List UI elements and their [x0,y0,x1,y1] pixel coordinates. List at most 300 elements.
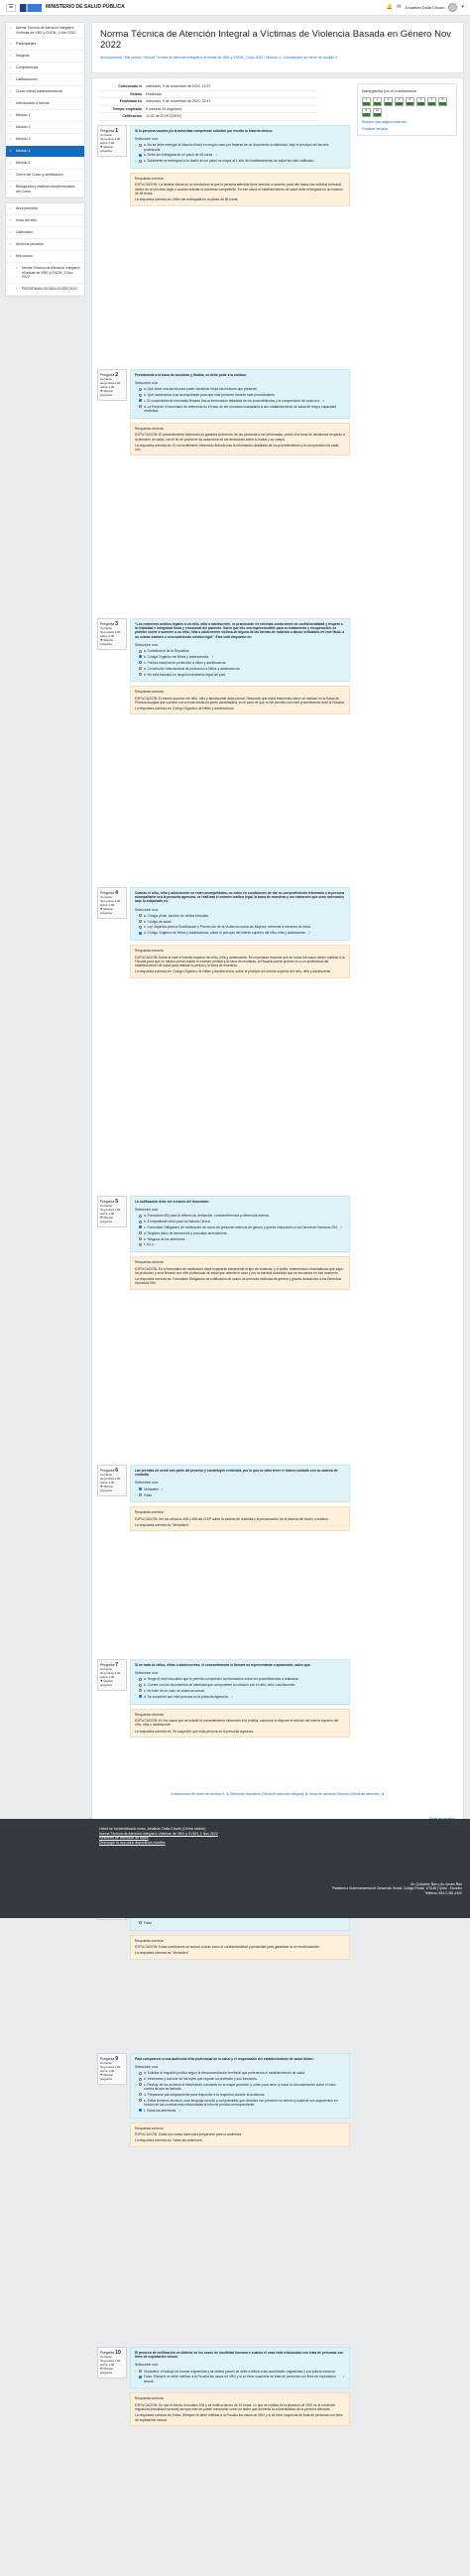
summary-value: 9 minutos 34 segundos [144,105,318,113]
summary-row [100,113,318,121]
feedback-explanation: EXPLICACIÓN: La historia clínica es un documento al que la persona atendida tiene derecho a acceder, para ello basta una solicitud personal, dentro de un proceso legal o cuando solicitar la autoridad competente. En ese casos el establecimiento de salud debe entregarla en un máximo de 48 horas. [135,183,343,196]
messages-icon[interactable]: ✉ [397,4,402,11]
question-label: Pregunta [100,372,115,377]
breadcrumb-item[interactable]: Norma Técnica de Atención Integral a Víctimas de VBG y GVDN_1 Nov 2022 [144,55,264,60]
page-header [91,22,464,73]
footer-course-link[interactable]: Norma Técnica de Atención Integral a Víctimas de VBG y GVDN_1 Nov 2022 [99,1831,218,1836]
answer-option [139,931,345,936]
folder-icon: ▪ [10,137,12,142]
question-status: Correcta [100,2355,112,2360]
chevron-down-icon[interactable]: ▾ [461,4,464,11]
answer-prompt: Seleccione una: [135,2065,159,2070]
flag-question-button[interactable] [100,390,124,398]
flag-icon: ⚑ [100,637,104,642]
question-stem: Si la persona usuaria y/o la autoridad competente solicitan por escrito la historia clínica: [135,128,273,133]
radio-button [139,2078,142,2081]
flag-icon: ⚑ [100,1483,104,1488]
feedback-box [130,2123,350,2147]
sidebar-item[interactable] [6,203,84,215]
radio-button [139,2072,142,2075]
question-nav-number: 10 [375,108,380,113]
question-nav-button[interactable] [384,97,393,106]
summary-value: miércoles, 9 de noviembre de 2022, 13:37 [144,83,318,90]
question-nav-button[interactable] [438,97,447,106]
radio-button [139,655,142,658]
site-nav [5,202,85,297]
feedback-explanation: EXPLICACIÓN: Se usa el mismo formulario 094 y se notifica dentro de 24 horas. Lo que se notifica es la situación de VBG no la condición migratoria (movilidad humana) aunque este se puede mencionar como un factor que aumenta la vulnerabilidad de la persona afectada. [135,2402,336,2411]
feedback-status: Respuesta correcta [135,949,164,954]
answer-option-text: e. No está indicado en ningún instrumento legal del país. [144,672,227,677]
check-icon: ✓ [339,1224,343,1229]
feedback-status: Respuesta correcta [135,690,164,695]
answer-option [139,667,345,671]
question-score: Se puntúa 1,00 sobre 1,00 [100,630,121,639]
question-info [97,618,127,650]
question-status: Correcta [100,2061,112,2066]
question [97,125,350,363]
sidebar-item-label: Participantes [16,42,37,47]
question-nav-button[interactable] [362,108,371,117]
answer-option-text: c. El consentimiento informado firmado tras la información detallada de los procedimientos y la comprensión de cada uno. [144,398,320,403]
attempt-summary [100,83,318,121]
graduation-cap-icon: ▪ [16,286,18,291]
answer-option [139,1487,345,1492]
answer-option [139,2099,345,2108]
question-info [97,887,127,919]
radio-button [139,932,142,935]
sidebar-item-label: Curso virtual autoinstruccional [16,89,62,94]
breadcrumb-separator: / [122,55,124,60]
correct-indicator [417,102,424,105]
answer-option-text: a. No se debe entregar la historia clínica en ningún caso por tratarse de un documento confidencial, bajo el principio del secreto profesional. [144,143,329,152]
breadcrumb-item[interactable]: Módulo 4 [266,55,281,60]
feedback-explanation: EXPLICACIÓN: Estas son cosas clave para prepararse para la audiencia. [135,2132,242,2137]
flag-icon: ⚑ [100,1678,104,1683]
radio-button [139,1237,142,1240]
feedback-status: Respuesta correcta [135,2396,164,2401]
answer-prompt: Seleccione una: [135,907,159,912]
question-label: Pregunta [100,1662,115,1667]
question-text-box [130,2053,350,2119]
question-score: Se puntúa 1,00 sobre 1,00 [100,1477,121,1485]
radio-button [139,1921,142,1924]
answer-option-text: c. Revisar de los archivos la información constante en la mayor precisión y orden para tener a mano la documentación sobre el caso cuenta de que se llamado. [144,2082,336,2092]
answer-prompt: Seleccione una: [135,1481,159,1485]
correct-answer: La respuesta correcta es: Formulario Obligatorio de notificación de casos de presunta violencia de género y graves violaciones a los Derechos Humanos 094. [135,1277,342,1286]
answer-option [139,914,345,918]
check-icon: ✓ [342,2375,345,2380]
answer-option [139,1493,345,1497]
radio-button [139,2376,142,2379]
feedback-status: Respuesta correcta [135,2125,164,2130]
sidebar-item-label: Mis cursos [16,254,33,259]
flag-question-button[interactable] [100,1485,124,1493]
answer-option-text: e. Evitar términos técnicos, usar lenguaje sencillo y comprensible que describa con precisión su criterio y sustente sus argumentos en función de las conclusiones relacionadas al informe pericial correspondiente. [144,2098,338,2107]
summary-key: Calificación [100,113,144,121]
radio-button [139,2099,142,2102]
sidebar-item-label: Archivos privados [16,242,44,247]
sidebar-item[interactable] [6,239,84,251]
question [97,618,350,881]
sidebar-item-label: Insignias [16,54,30,59]
sidebar [5,22,85,301]
sidebar-item[interactable] [6,170,84,182]
answer-option [139,1695,345,1700]
sidebar-item[interactable] [6,110,84,122]
flag-question-button[interactable] [100,908,124,916]
question-nav-number: 2 [376,97,379,102]
feedback-explanation: EXPLICACIÓN: En el formulario de notificación debe explicarse claramente el tipo de violencia, y el delito, enfermedad o traumatismo que vaya ha producido y será firmado con el/la profesional de salud que atendió el caso y por la máxima autoridad que se encuentra en ese momento. [135,1266,343,1275]
radio-button [139,388,142,391]
question-body [130,2053,350,2341]
phone: Teléfono: 593-2-381-4400 [424,1890,462,1895]
question-status: Correcta [100,1204,112,1209]
question-nav-button[interactable] [395,97,404,106]
question-number-value: 4 [115,889,118,896]
question-body [130,1465,350,1653]
folder-icon: ▪ [10,185,12,190]
graduation-cap-icon: ▪ [10,254,12,259]
flag-icon: ⚑ [100,144,104,149]
question-stem: Las prendas de vestir son parte del proceso y constituyen evidencia, por lo que se debe tener el mismo cuidado con su cadena de custodia. [135,1468,338,1478]
check-icon: ✓ [321,398,325,403]
data-retention-link[interactable]: Resumen de retención de datos [99,1836,149,1841]
flag-question-button[interactable] [100,2074,124,2082]
sidebar-item-label: Norma Técnica de Atención Integral a Víctimas de VBG y GVDN_1 Nov 2022 [22,266,80,280]
sidebar-item-label: Competencias [16,65,39,70]
folder-icon: ▪ [10,125,12,130]
flag-label: Marcar pregunta [100,1483,113,1492]
question-label: Pregunta [100,1468,115,1473]
folder-icon: ▪ [10,101,12,106]
question-text-box [130,1659,350,1705]
breadcrumb-separator: / [281,55,283,60]
flag-question-button[interactable] [100,639,124,647]
radio-button [139,1243,142,1246]
question-number-value: 6 [115,1467,118,1474]
radio-button [139,1493,142,1496]
question-score: Se puntúa 1,00 sobre 1,00 [100,137,121,146]
correct-answer: La respuesta correcta es: Debe ser entregada en un plazo de 48 horas. [135,197,239,202]
sidebar-item-label: Área personal [16,206,38,211]
answer-option-text: c. Formulario Obligatorio de notificación de casos de presunta violencia de género y graves violaciones a los Derechos Humanos 094. [144,1224,338,1229]
folder-icon: ▪ [10,89,12,94]
page-footer [0,1819,470,1918]
answer-option-text: a. Que tome una ducha para poder identificar mejor las lesiones que presente. [144,387,258,392]
avatar[interactable] [448,3,457,12]
question-nav-button[interactable] [362,97,371,106]
site-brand[interactable]: MINISTERIO DE SALUD PÚBLICA [46,4,125,11]
check-icon: ▪ [10,65,12,70]
question-text-box [130,2347,350,2389]
radio-button [139,1678,142,1681]
correct-indicator [385,102,392,105]
sidebar-item[interactable] [6,182,84,197]
feedback-status: Respuesta correcta [135,1712,164,1717]
feedback-status: Respuesta correcta [135,1938,164,1943]
flag-question-button[interactable] [100,2368,124,2376]
home-icon: ▪ [10,206,12,211]
radio-button [139,154,142,157]
question-text-box [130,125,350,169]
radio-button [139,661,142,664]
answer-option-text: d. Código Orgánico de Niñez y Adolescencia, sobre el principio del interés superior del niño, niña y adolescente. [144,931,306,936]
summary-key: Finalizado en [100,98,144,106]
flag-label: Marcar pregunta [100,2366,113,2375]
answer-option-text: b. Código Orgánico de Niñez y adolescencia. [144,654,209,659]
answer-option-text: Falso [144,1920,153,1925]
flag-label: Marcar pregunta [100,2072,113,2081]
flag-icon: ⚑ [100,1215,104,1220]
answer-option [139,387,345,391]
answer-prompt: Seleccione una: [135,1208,159,1213]
answer-option-text: c. Solamente se entregará a su dueño en un plazo no mayor al 1 año del establecimiento de salud fue sido notificado. [144,159,315,164]
flag-label: Marcar pregunta [100,906,113,915]
page-title: Norma Técnica de Atención Integral a Víctimas de Violencia Basada en Género Nov 2022 [100,29,451,52]
question-body [130,369,350,612]
answer-option-text: f. a y c. [144,1242,155,1247]
question-score: Se puntúa 1,00 sobre 1,00 [100,2065,121,2074]
question-stem: Previamente a la toma de muestras y fluidos, se debe pedir a la víctima: [135,372,247,377]
sidebar-item[interactable] [6,284,84,296]
question-status: Correcta [100,377,112,382]
sidebar-item[interactable] [6,122,84,134]
summary-row [100,98,318,106]
answer-option [139,159,345,163]
answer-option-text: Verdadero: el trabajo de formas migratorias y de delitos graves se debe notificar a las autoridades migratorias y a la policía nacional. [144,2369,336,2374]
sidebar-item[interactable] [6,51,84,63]
breadcrumb-item[interactable]: Mis cursos [124,55,142,60]
check-icon: ✓ [230,1694,234,1699]
sidebar-item[interactable] [6,134,84,146]
answer-option [139,673,345,677]
answer-option [139,399,345,404]
flag-question-button[interactable] [100,146,124,154]
breadcrumb-separator: / [142,55,144,60]
question-info [97,1659,127,1691]
summary-row [100,105,318,113]
answer-option [139,661,345,665]
sidebar-item-label: Cierre del Curso y certificación [16,173,63,178]
answer-option [139,2370,345,2374]
feedback-explanation: EXPLICACIÓN: El consentimiento informado es garantía al derecho de las personas a ser informadas, previo a la toma de decisiones respecto a la atención de salud, con el fin de promover su autonomía en las decisiones sobre su salud y su cuerpo. [135,433,345,442]
answer-option-text: a. Formulario 053 para la referencia, derivación, contrarreferencia y referencia inversa. [144,1214,270,1219]
correct-indicator [439,102,446,105]
question-number-value: 2 [115,371,118,378]
mobile-app-link[interactable]: Descargar la app para dispositivos móviles [99,1840,166,1845]
question-nav-button[interactable] [373,97,382,106]
correct-indicator [363,102,370,105]
feedback-box [130,686,350,714]
correct-indicator [428,102,435,105]
question-body [130,2347,350,2570]
answer-option [139,925,345,929]
question [97,2053,350,2341]
finish-review-nav-link[interactable]: Finalizar revisión [362,126,389,131]
sidebar-item[interactable] [6,215,84,227]
sidebar-item-label: PROGRAMA DE INDUCCIÓN 2019 [22,286,77,291]
check-icon: ✓ [307,931,311,936]
answer-option [139,1689,345,1693]
question-number-value: 5 [115,1198,118,1205]
flag-label: Marcar pregunta [100,144,113,153]
question-nav-button[interactable] [373,108,382,117]
sidebar-item[interactable] [6,263,84,284]
question-score: Se puntúa 1,00 sobre 1,00 [100,1671,121,1680]
feedback-status: Respuesta correcta [135,1260,164,1265]
feedback-explanation: EXPLICACIÓN: Estas condiciones se suman a otras como la confidencialidad y privacidad para garantizar la no revictimización. [135,1944,320,1949]
answer-option-text: a. Tenga el nivel educativo que le permita comprender la información sobre los procedimientos a realizarse. [144,1677,299,1682]
feedback-status: Respuesta correcta [135,1510,164,1515]
home-icon: ▪ [10,218,12,223]
sidebar-item-label: Módulo 5 [16,161,31,166]
radio-button [139,673,142,676]
sidebar-item[interactable] [6,158,84,170]
question [97,1465,350,1653]
question-info [97,2053,127,2085]
sidebar-item-label: Módulo 1 [16,113,31,118]
breadcrumb-item[interactable]: Área personal [100,55,122,60]
correct-answer: La respuesta correcta es: Código Orgánico de Niñez y Adolescencia, sobre el principio del interés superior del niño, niña y adolescente. [135,969,332,974]
feedback-box [130,1256,350,1289]
answer-option [139,1237,345,1241]
summary-key: Estado [100,90,144,98]
question-score: Se puntúa 1,00 sobre 1,00 [100,899,121,908]
sidebar-item[interactable] [6,146,84,158]
menu-toggle-icon[interactable]: ☰ [6,4,16,12]
question-status: Correcta [100,895,112,900]
radio-button [139,1695,142,1698]
radio-button [139,405,142,408]
sidebar-item[interactable] [6,23,84,39]
answer-option [139,393,345,397]
radio-button [139,2083,142,2086]
answer-option-text: a. Código penal, sección de delitos sexuales. [144,913,209,918]
sidebar-item[interactable] [6,227,84,239]
answer-option [139,2077,345,2081]
sidebar-item-label: Norma Técnica de Atención Integral a Víctimas de VBG y GVDN_1 Nov 2022 [16,26,76,35]
question-number-value: 1 [115,127,118,134]
answer-option [139,2093,345,2097]
check-icon: ✓ [161,1486,165,1491]
question-body [130,887,350,1190]
radio-button [139,1684,142,1687]
sidebar-item[interactable] [6,63,84,74]
feedback-box [130,1506,350,1531]
answer-option [139,1225,345,1230]
sidebar-item[interactable] [6,98,84,110]
feedback-box [130,2392,350,2425]
question-stem: El proceso de notificación es distinto en los casos de movilidad humana o cuando el caso está relacionado con trata de personas con fines de explotación sexual. [135,2350,344,2360]
answer-option-text: a. Solicitar al respaldo jurídico según la desconcentración territorial que pertenezca el establecimiento de salud. [144,2071,306,2076]
correct-indicator [374,102,381,105]
answer-option-text: d. Se sospeche que esta persona es la presunta agresora. [144,1694,229,1699]
question-number-value: 7 [115,1661,118,1668]
radio-button [139,914,142,917]
quiz-nav-title: Navegación por el cuestionario [362,88,416,93]
breadcrumb-item[interactable]: Cuestionario de cierre de módulo 4 [283,55,338,60]
feedback-box [130,423,350,455]
question-nav-button[interactable] [416,97,425,106]
answer-option-text: d. La firma en el formulario de referencia en el caso de ser necesario trasladarla a otro establecimiento de salud de mayor capacidad resolutiva. [144,404,337,414]
feedback-explanation: EXPLICACIÓN: En los casos que se solicite el consentimiento informado a la víctima, conforme lo dispone el artículo del interés superior del niño, niña o adolescente. [135,1718,339,1728]
question-nav-button[interactable] [406,97,414,106]
question-text-box [130,887,350,942]
summary-row [100,90,318,98]
feedback-box [130,1709,350,1738]
answer-option [139,1683,345,1687]
answer-option-text: f. Todas las anteriores. [144,2108,177,2113]
feedback-status: Respuesta correcta [135,426,164,431]
question [97,1196,350,1459]
question-nav-button[interactable] [427,97,436,106]
address-line-1: Av. Quitumbe Ñan y Av. Amaru Ñan [411,1882,462,1886]
flag-question-button[interactable] [100,1217,124,1224]
answer-prompt: Seleccione una: [135,1671,159,1676]
question-info [97,369,127,401]
answer-option-text: a. Constitución de la República. [144,649,190,654]
sidebar-item[interactable] [6,86,84,98]
question [97,887,350,1190]
activity-navigation[interactable]: Cuestionario de cierre de módulo 4 ◄ Derechos Humanos (Tema de atención integral) ◄ Tema de atención Sección (Tema de atención) ► [171,1792,385,1796]
answer-option-text: e. Ninguna de las anteriores. [144,1236,186,1241]
flag-label: Marcar pregunta [100,1215,113,1224]
folder-icon: ▪ [10,161,12,166]
answer-option-text: d. Convención Internacional de protección a Niñez y adolescencia. [144,666,241,671]
answer-option-text: b. Que nombramos a su acompañante para que esté presente durante este procedimiento. [144,393,276,398]
flag-label: Marcar pregunta [100,1678,113,1687]
show-one-page-link[interactable]: Mostrar una página cada vez [362,120,408,125]
answer-option [139,1921,345,1925]
radio-button [139,1231,142,1234]
sidebar-item[interactable] [6,251,84,263]
sidebar-item[interactable] [6,74,84,86]
question-stem: Para comparecer a una audiencia el/la profesional de la salud y el responsable del establecimiento de salud deben: [135,2056,314,2061]
radio-button [139,394,142,397]
sidebar-item[interactable] [6,39,84,51]
sidebar-item-label: Introducción a Norma [16,101,50,106]
feedback-box [130,1935,350,1960]
answer-option [139,649,345,653]
answer-option [139,1214,345,1218]
question-text-box [130,618,350,683]
folder-icon: ▪ [10,173,12,178]
question-nav-number: 1 [365,97,368,102]
flag-question-button[interactable] [100,1680,124,1688]
question-label: Pregunta [100,128,115,133]
msp-logo [20,4,42,12]
question-text-box [130,369,350,419]
correct-answer: La respuesta correcta es: Falso: Siempre se debe notificar a la Fiscalía los casos de VBG y si se tiene sospecha de trata de personas con fines de explotación sexual. [135,2413,343,2422]
question-nav-number: 6 [419,97,422,102]
feedback-explanation: EXPLICACIÓN: Ver los artículos 456 y 458 del COIP sobre la cadena de custodia y la preservación de la escena del hecho o indicios. [135,1516,329,1521]
correct-answer: La respuesta correcta es "Verdadero" [135,1522,189,1527]
radio-button [139,1487,142,1490]
feedback-box [130,945,350,977]
question-number-value: 9 [115,2055,118,2062]
badge-icon: ▪ [10,54,12,59]
course-nav [5,22,85,198]
answer-option-text: b. Cuente con los documentos de identidad que comprueben su relación con el niño, niña o adolescente. [144,1683,296,1688]
summary-row [100,83,318,90]
question-text-box [130,1196,350,1253]
notifications-icon[interactable]: 🔔 [386,4,394,11]
calendar-icon: ▪ [10,230,12,235]
correct-answer: La respuesta correcta es: Todas las anteriores. [135,2138,203,2143]
answer-option [139,1242,345,1246]
answer-option [139,2071,345,2075]
user-name[interactable]: Jonathan Dalla Chocin [405,4,445,10]
